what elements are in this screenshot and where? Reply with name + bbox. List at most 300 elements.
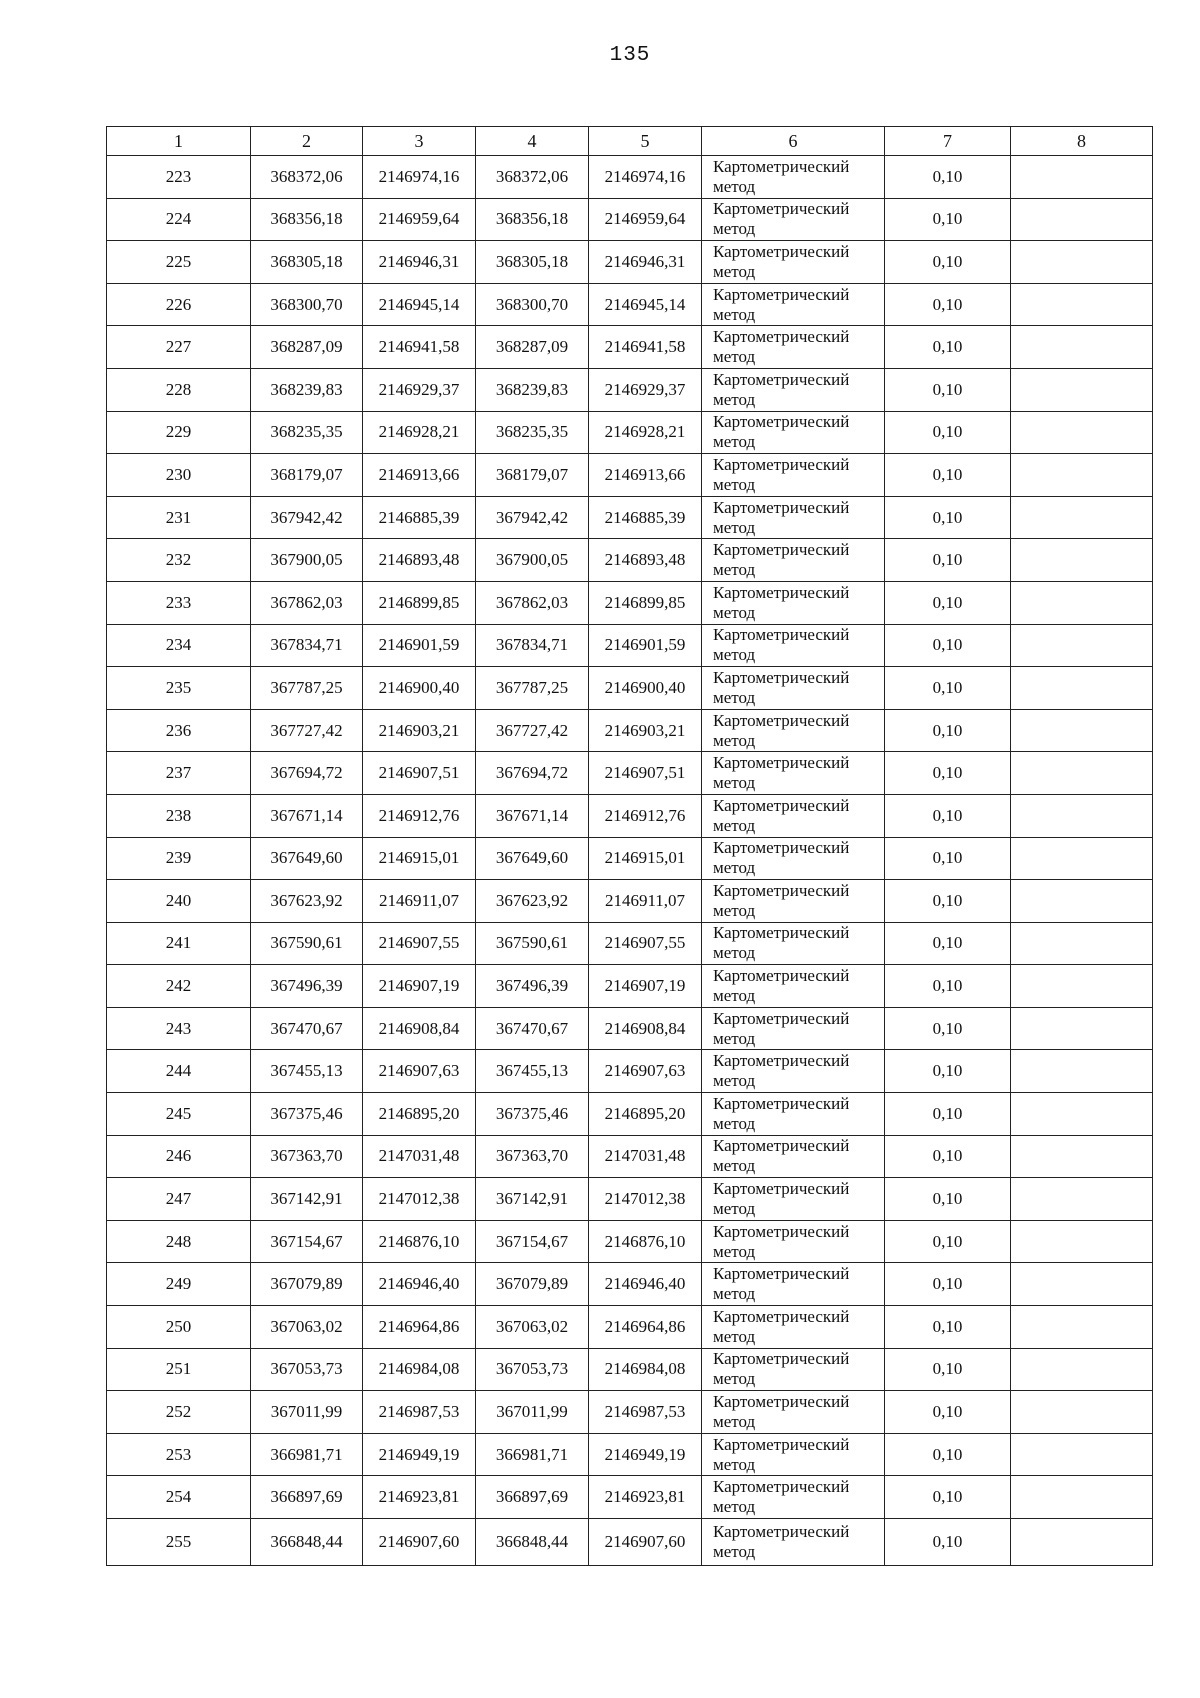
y-coord-cell: 2146964,86 xyxy=(363,1306,476,1349)
y-coord-new-cell: 2146945,14 xyxy=(589,283,702,326)
x-coord-new-cell: 367834,71 xyxy=(476,624,589,667)
point-number-cell: 239 xyxy=(107,837,251,880)
accuracy-cell: 0,10 xyxy=(885,1093,1011,1136)
method-cell xyxy=(702,794,885,837)
point-number-cell: 234 xyxy=(107,624,251,667)
method-line-2: метод xyxy=(713,1113,756,1133)
method-cell xyxy=(702,922,885,965)
x-coord-new-cell: 368300,70 xyxy=(476,283,589,326)
method-line-1: Картометрический xyxy=(713,369,850,389)
y-coord-new-cell: 2146911,07 xyxy=(589,880,702,923)
method-line-1: Картометрический xyxy=(713,1221,850,1241)
y-coord-cell: 2146907,55 xyxy=(363,922,476,965)
table-row xyxy=(107,752,1153,795)
y-coord-new-cell: 2146893,48 xyxy=(589,539,702,582)
x-coord-cell: 367900,05 xyxy=(251,539,363,582)
x-coord-cell: 368239,83 xyxy=(251,368,363,411)
accuracy-cell: 0,10 xyxy=(885,837,1011,880)
method-line-2: метод xyxy=(713,900,756,920)
coordinates-table xyxy=(106,126,1153,1566)
method-line-1: Картометрический xyxy=(713,1477,850,1497)
method-cell xyxy=(702,752,885,795)
point-number-cell: 245 xyxy=(107,1093,251,1136)
accuracy-cell: 0,10 xyxy=(885,1476,1011,1519)
method-line-2: метод xyxy=(713,773,756,793)
x-coord-new-cell: 367623,92 xyxy=(476,880,589,923)
notes-cell xyxy=(1011,454,1153,497)
point-number-cell: 223 xyxy=(107,156,251,199)
x-coord-new-cell: 367496,39 xyxy=(476,965,589,1008)
method-line-2: метод xyxy=(713,602,756,622)
method-line-2: метод xyxy=(713,687,756,707)
point-number-cell: 250 xyxy=(107,1306,251,1349)
y-coord-cell: 2146901,59 xyxy=(363,624,476,667)
y-coord-new-cell: 2146899,85 xyxy=(589,581,702,624)
x-coord-cell: 368235,35 xyxy=(251,411,363,454)
method-line-1: Картометрический xyxy=(713,1392,850,1412)
method-line-2: метод xyxy=(713,517,756,537)
x-coord-new-cell: 367590,61 xyxy=(476,922,589,965)
accuracy-cell: 0,10 xyxy=(885,709,1011,752)
method-line-2: метод xyxy=(713,432,756,452)
method-line-2: метод xyxy=(713,347,756,367)
notes-cell xyxy=(1011,581,1153,624)
y-coord-cell: 2146907,60 xyxy=(363,1519,476,1566)
method-line-1: Картометрический xyxy=(713,1093,850,1113)
notes-cell xyxy=(1011,1348,1153,1391)
x-coord-new-cell: 367063,02 xyxy=(476,1306,589,1349)
x-coord-new-cell: 367694,72 xyxy=(476,752,589,795)
method-cell xyxy=(702,198,885,241)
y-coord-cell: 2146949,19 xyxy=(363,1433,476,1476)
accuracy-cell: 0,10 xyxy=(885,241,1011,284)
y-coord-new-cell: 2147012,38 xyxy=(589,1178,702,1221)
method-cell xyxy=(702,581,885,624)
table-row xyxy=(107,1093,1153,1136)
method-line-1: Картометрический xyxy=(713,710,850,730)
notes-cell xyxy=(1011,837,1153,880)
method-line-1: Картометрический xyxy=(713,454,850,474)
x-coord-new-cell: 368372,06 xyxy=(476,156,589,199)
accuracy-cell: 0,10 xyxy=(885,1519,1011,1566)
notes-cell xyxy=(1011,156,1153,199)
method-line-2: метод xyxy=(713,219,756,239)
y-coord-new-cell: 2146974,16 xyxy=(589,156,702,199)
x-coord-cell: 367496,39 xyxy=(251,965,363,1008)
table-row xyxy=(107,1263,1153,1306)
point-number-cell: 246 xyxy=(107,1135,251,1178)
x-coord-new-cell: 367470,67 xyxy=(476,1007,589,1050)
y-coord-new-cell: 2146895,20 xyxy=(589,1093,702,1136)
x-coord-cell: 367787,25 xyxy=(251,667,363,710)
accuracy-cell: 0,10 xyxy=(885,198,1011,241)
accuracy-cell: 0,10 xyxy=(885,326,1011,369)
x-coord-cell: 366981,71 xyxy=(251,1433,363,1476)
table-row xyxy=(107,1391,1153,1434)
table-row xyxy=(107,496,1153,539)
notes-cell xyxy=(1011,241,1153,284)
method-line-1: Картометрический xyxy=(713,838,850,858)
table-row xyxy=(107,667,1153,710)
y-coord-new-cell: 2146915,01 xyxy=(589,837,702,880)
x-coord-new-cell: 368305,18 xyxy=(476,241,589,284)
method-cell xyxy=(702,1306,885,1349)
x-coord-new-cell: 366981,71 xyxy=(476,1433,589,1476)
x-coord-new-cell: 368179,07 xyxy=(476,454,589,497)
x-coord-cell: 368300,70 xyxy=(251,283,363,326)
point-number-cell: 243 xyxy=(107,1007,251,1050)
y-coord-new-cell: 2146912,76 xyxy=(589,794,702,837)
x-coord-new-cell: 367862,03 xyxy=(476,581,589,624)
method-cell xyxy=(702,880,885,923)
method-cell xyxy=(702,454,885,497)
column-header: 5 xyxy=(589,127,702,156)
notes-cell xyxy=(1011,965,1153,1008)
y-coord-new-cell: 2146946,31 xyxy=(589,241,702,284)
method-cell xyxy=(702,496,885,539)
point-number-cell: 241 xyxy=(107,922,251,965)
x-coord-cell: 367063,02 xyxy=(251,1306,363,1349)
y-coord-cell: 2146893,48 xyxy=(363,539,476,582)
notes-cell xyxy=(1011,794,1153,837)
y-coord-cell: 2146929,37 xyxy=(363,368,476,411)
accuracy-cell: 0,10 xyxy=(885,624,1011,667)
point-number-cell: 236 xyxy=(107,709,251,752)
method-cell xyxy=(702,1050,885,1093)
method-cell xyxy=(702,411,885,454)
x-coord-cell: 368287,09 xyxy=(251,326,363,369)
method-cell xyxy=(702,283,885,326)
method-line-2: метод xyxy=(713,1071,756,1091)
x-coord-cell: 367590,61 xyxy=(251,922,363,965)
accuracy-cell: 0,10 xyxy=(885,922,1011,965)
x-coord-cell: 367142,91 xyxy=(251,1178,363,1221)
y-coord-new-cell: 2146959,64 xyxy=(589,198,702,241)
y-coord-cell: 2146907,19 xyxy=(363,965,476,1008)
table-row xyxy=(107,922,1153,965)
accuracy-cell: 0,10 xyxy=(885,1433,1011,1476)
method-cell xyxy=(702,539,885,582)
method-line-2: метод xyxy=(713,1028,756,1048)
table-body xyxy=(107,156,1153,1566)
x-coord-new-cell: 367727,42 xyxy=(476,709,589,752)
notes-cell xyxy=(1011,1220,1153,1263)
x-coord-new-cell: 367154,67 xyxy=(476,1220,589,1263)
table-row xyxy=(107,1050,1153,1093)
notes-cell xyxy=(1011,1007,1153,1050)
x-coord-cell: 367942,42 xyxy=(251,496,363,539)
method-line-2: метод xyxy=(713,1412,756,1432)
x-coord-cell: 367079,89 xyxy=(251,1263,363,1306)
method-line-2: метод xyxy=(713,815,756,835)
accuracy-cell: 0,10 xyxy=(885,539,1011,582)
point-number-cell: 228 xyxy=(107,368,251,411)
y-coord-cell: 2146911,07 xyxy=(363,880,476,923)
method-line-1: Картометрический xyxy=(713,582,850,602)
accuracy-cell: 0,10 xyxy=(885,496,1011,539)
y-coord-new-cell: 2146946,40 xyxy=(589,1263,702,1306)
accuracy-cell: 0,10 xyxy=(885,1178,1011,1221)
y-coord-cell: 2146913,66 xyxy=(363,454,476,497)
notes-cell xyxy=(1011,411,1153,454)
method-line-1: Картометрический xyxy=(713,1306,850,1326)
notes-cell xyxy=(1011,880,1153,923)
table-row xyxy=(107,1007,1153,1050)
method-line-1: Картометрический xyxy=(713,1136,850,1156)
accuracy-cell: 0,10 xyxy=(885,1348,1011,1391)
notes-cell xyxy=(1011,1433,1153,1476)
table-row xyxy=(107,156,1153,199)
method-line-1: Картометрический xyxy=(713,1179,850,1199)
x-coord-new-cell: 367363,70 xyxy=(476,1135,589,1178)
method-line-1: Картометрический xyxy=(713,753,850,773)
method-line-2: метод xyxy=(713,1369,756,1389)
method-cell xyxy=(702,624,885,667)
y-coord-new-cell: 2146903,21 xyxy=(589,709,702,752)
method-line-2: метод xyxy=(713,474,756,494)
y-coord-cell: 2146900,40 xyxy=(363,667,476,710)
y-coord-new-cell: 2146907,51 xyxy=(589,752,702,795)
point-number-cell: 249 xyxy=(107,1263,251,1306)
notes-cell xyxy=(1011,752,1153,795)
method-cell xyxy=(702,368,885,411)
method-cell xyxy=(702,1519,885,1566)
x-coord-cell: 367671,14 xyxy=(251,794,363,837)
method-line-1: Картометрический xyxy=(713,497,850,517)
method-cell xyxy=(702,1348,885,1391)
notes-cell xyxy=(1011,1476,1153,1519)
y-coord-new-cell: 2146876,10 xyxy=(589,1220,702,1263)
x-coord-cell: 367154,67 xyxy=(251,1220,363,1263)
y-coord-new-cell: 2146949,19 xyxy=(589,1433,702,1476)
table-row xyxy=(107,1220,1153,1263)
notes-cell xyxy=(1011,1519,1153,1566)
x-coord-new-cell: 367787,25 xyxy=(476,667,589,710)
method-cell xyxy=(702,1178,885,1221)
table-row xyxy=(107,1348,1153,1391)
x-coord-cell: 367649,60 xyxy=(251,837,363,880)
method-cell xyxy=(702,667,885,710)
notes-cell xyxy=(1011,368,1153,411)
y-coord-cell: 2146928,21 xyxy=(363,411,476,454)
accuracy-cell: 0,10 xyxy=(885,283,1011,326)
y-coord-cell: 2146945,14 xyxy=(363,283,476,326)
y-coord-cell: 2146908,84 xyxy=(363,1007,476,1050)
table-row xyxy=(107,198,1153,241)
x-coord-new-cell: 367011,99 xyxy=(476,1391,589,1434)
method-line-1: Картометрический xyxy=(713,327,850,347)
x-coord-new-cell: 367375,46 xyxy=(476,1093,589,1136)
method-line-2: метод xyxy=(713,1542,756,1561)
notes-cell xyxy=(1011,1050,1153,1093)
method-cell xyxy=(702,1093,885,1136)
y-coord-cell: 2146941,58 xyxy=(363,326,476,369)
method-cell xyxy=(702,965,885,1008)
method-cell xyxy=(702,1220,885,1263)
method-cell xyxy=(702,1391,885,1434)
x-coord-cell: 367727,42 xyxy=(251,709,363,752)
x-coord-cell: 368356,18 xyxy=(251,198,363,241)
point-number-cell: 252 xyxy=(107,1391,251,1434)
accuracy-cell: 0,10 xyxy=(885,667,1011,710)
y-coord-new-cell: 2146907,19 xyxy=(589,965,702,1008)
method-cell xyxy=(702,156,885,199)
y-coord-cell: 2146885,39 xyxy=(363,496,476,539)
point-number-cell: 224 xyxy=(107,198,251,241)
y-coord-new-cell: 2146987,53 xyxy=(589,1391,702,1434)
y-coord-cell: 2146974,16 xyxy=(363,156,476,199)
y-coord-cell: 2147012,38 xyxy=(363,1178,476,1221)
method-cell xyxy=(702,837,885,880)
method-line-1: Картометрический xyxy=(713,1522,850,1541)
x-coord-cell: 367011,99 xyxy=(251,1391,363,1434)
y-coord-cell: 2146907,63 xyxy=(363,1050,476,1093)
y-coord-new-cell: 2146984,08 xyxy=(589,1348,702,1391)
x-coord-new-cell: 368239,83 xyxy=(476,368,589,411)
accuracy-cell: 0,10 xyxy=(885,368,1011,411)
notes-cell xyxy=(1011,326,1153,369)
method-line-2: метод xyxy=(713,730,756,750)
x-coord-cell: 367623,92 xyxy=(251,880,363,923)
table-row xyxy=(107,1306,1153,1349)
accuracy-cell: 0,10 xyxy=(885,1050,1011,1093)
x-coord-new-cell: 367142,91 xyxy=(476,1178,589,1221)
y-coord-new-cell: 2146907,63 xyxy=(589,1050,702,1093)
notes-cell xyxy=(1011,922,1153,965)
x-coord-cell: 367862,03 xyxy=(251,581,363,624)
method-line-2: метод xyxy=(713,1156,756,1176)
x-coord-cell: 367694,72 xyxy=(251,752,363,795)
x-coord-new-cell: 367079,89 xyxy=(476,1263,589,1306)
column-header: 4 xyxy=(476,127,589,156)
table-row xyxy=(107,1178,1153,1221)
y-coord-cell: 2146895,20 xyxy=(363,1093,476,1136)
point-number-cell: 230 xyxy=(107,454,251,497)
method-line-2: метод xyxy=(713,858,756,878)
notes-cell xyxy=(1011,198,1153,241)
y-coord-new-cell: 2146901,59 xyxy=(589,624,702,667)
accuracy-cell: 0,10 xyxy=(885,411,1011,454)
method-cell xyxy=(702,1135,885,1178)
y-coord-cell: 2146959,64 xyxy=(363,198,476,241)
notes-cell xyxy=(1011,1306,1153,1349)
y-coord-new-cell: 2146923,81 xyxy=(589,1476,702,1519)
table-row xyxy=(107,454,1153,497)
table-row xyxy=(107,1476,1153,1519)
table-row xyxy=(107,624,1153,667)
y-coord-cell: 2146984,08 xyxy=(363,1348,476,1391)
table-row xyxy=(107,709,1153,752)
column-header: 7 xyxy=(885,127,1011,156)
y-coord-new-cell: 2146900,40 xyxy=(589,667,702,710)
accuracy-cell: 0,10 xyxy=(885,752,1011,795)
method-line-1: Картометрический xyxy=(713,1264,850,1284)
point-number-cell: 254 xyxy=(107,1476,251,1519)
accuracy-cell: 0,10 xyxy=(885,1220,1011,1263)
y-coord-new-cell: 2146913,66 xyxy=(589,454,702,497)
method-line-1: Картометрический xyxy=(713,923,850,943)
table-row xyxy=(107,880,1153,923)
method-cell xyxy=(702,1007,885,1050)
method-line-1: Картометрический xyxy=(713,625,850,645)
method-cell xyxy=(702,709,885,752)
point-number-cell: 237 xyxy=(107,752,251,795)
x-coord-new-cell: 367455,13 xyxy=(476,1050,589,1093)
method-line-1: Картометрический xyxy=(713,412,850,432)
method-line-2: метод xyxy=(713,1497,756,1517)
notes-cell xyxy=(1011,1178,1153,1221)
accuracy-cell: 0,10 xyxy=(885,1263,1011,1306)
point-number-cell: 242 xyxy=(107,965,251,1008)
accuracy-cell: 0,10 xyxy=(885,965,1011,1008)
method-line-2: метод xyxy=(713,304,756,324)
method-line-2: метод xyxy=(713,943,756,963)
accuracy-cell: 0,10 xyxy=(885,880,1011,923)
point-number-cell: 244 xyxy=(107,1050,251,1093)
method-line-1: Картометрический xyxy=(713,1434,850,1454)
point-number-cell: 229 xyxy=(107,411,251,454)
method-cell xyxy=(702,241,885,284)
method-line-2: метод xyxy=(713,176,756,196)
method-line-2: метод xyxy=(713,1284,756,1304)
table-header-row xyxy=(107,127,1153,156)
method-line-2: метод xyxy=(713,261,756,281)
notes-cell xyxy=(1011,496,1153,539)
table-row xyxy=(107,794,1153,837)
method-line-2: метод xyxy=(713,389,756,409)
accuracy-cell: 0,10 xyxy=(885,794,1011,837)
x-coord-new-cell: 367649,60 xyxy=(476,837,589,880)
x-coord-new-cell: 367053,73 xyxy=(476,1348,589,1391)
y-coord-new-cell: 2146907,55 xyxy=(589,922,702,965)
point-number-cell: 235 xyxy=(107,667,251,710)
x-coord-new-cell: 368356,18 xyxy=(476,198,589,241)
x-coord-new-cell: 367671,14 xyxy=(476,794,589,837)
y-coord-cell: 2146903,21 xyxy=(363,709,476,752)
column-header: 8 xyxy=(1011,127,1153,156)
x-coord-cell: 366848,44 xyxy=(251,1519,363,1566)
y-coord-new-cell: 2147031,48 xyxy=(589,1135,702,1178)
y-coord-cell: 2146912,76 xyxy=(363,794,476,837)
method-line-2: метод xyxy=(713,560,756,580)
x-coord-cell: 367834,71 xyxy=(251,624,363,667)
method-line-1: Картометрический xyxy=(713,1008,850,1028)
x-coord-new-cell: 367942,42 xyxy=(476,496,589,539)
point-number-cell: 240 xyxy=(107,880,251,923)
notes-cell xyxy=(1011,709,1153,752)
x-coord-new-cell: 366897,69 xyxy=(476,1476,589,1519)
x-coord-cell: 366897,69 xyxy=(251,1476,363,1519)
method-cell xyxy=(702,1476,885,1519)
method-line-1: Картометрический xyxy=(713,156,850,176)
y-coord-cell: 2146899,85 xyxy=(363,581,476,624)
method-cell xyxy=(702,1433,885,1476)
method-cell xyxy=(702,1263,885,1306)
table-row xyxy=(107,411,1153,454)
y-coord-cell: 2146907,51 xyxy=(363,752,476,795)
point-number-cell: 255 xyxy=(107,1519,251,1566)
point-number-cell: 233 xyxy=(107,581,251,624)
table-row xyxy=(107,1519,1153,1566)
y-coord-new-cell: 2146964,86 xyxy=(589,1306,702,1349)
x-coord-new-cell: 366848,44 xyxy=(476,1519,589,1566)
method-line-2: метод xyxy=(713,986,756,1006)
table-row xyxy=(107,1135,1153,1178)
method-line-1: Картометрический xyxy=(713,1051,850,1071)
y-coord-cell: 2146946,40 xyxy=(363,1263,476,1306)
accuracy-cell: 0,10 xyxy=(885,454,1011,497)
x-coord-cell: 367363,70 xyxy=(251,1135,363,1178)
